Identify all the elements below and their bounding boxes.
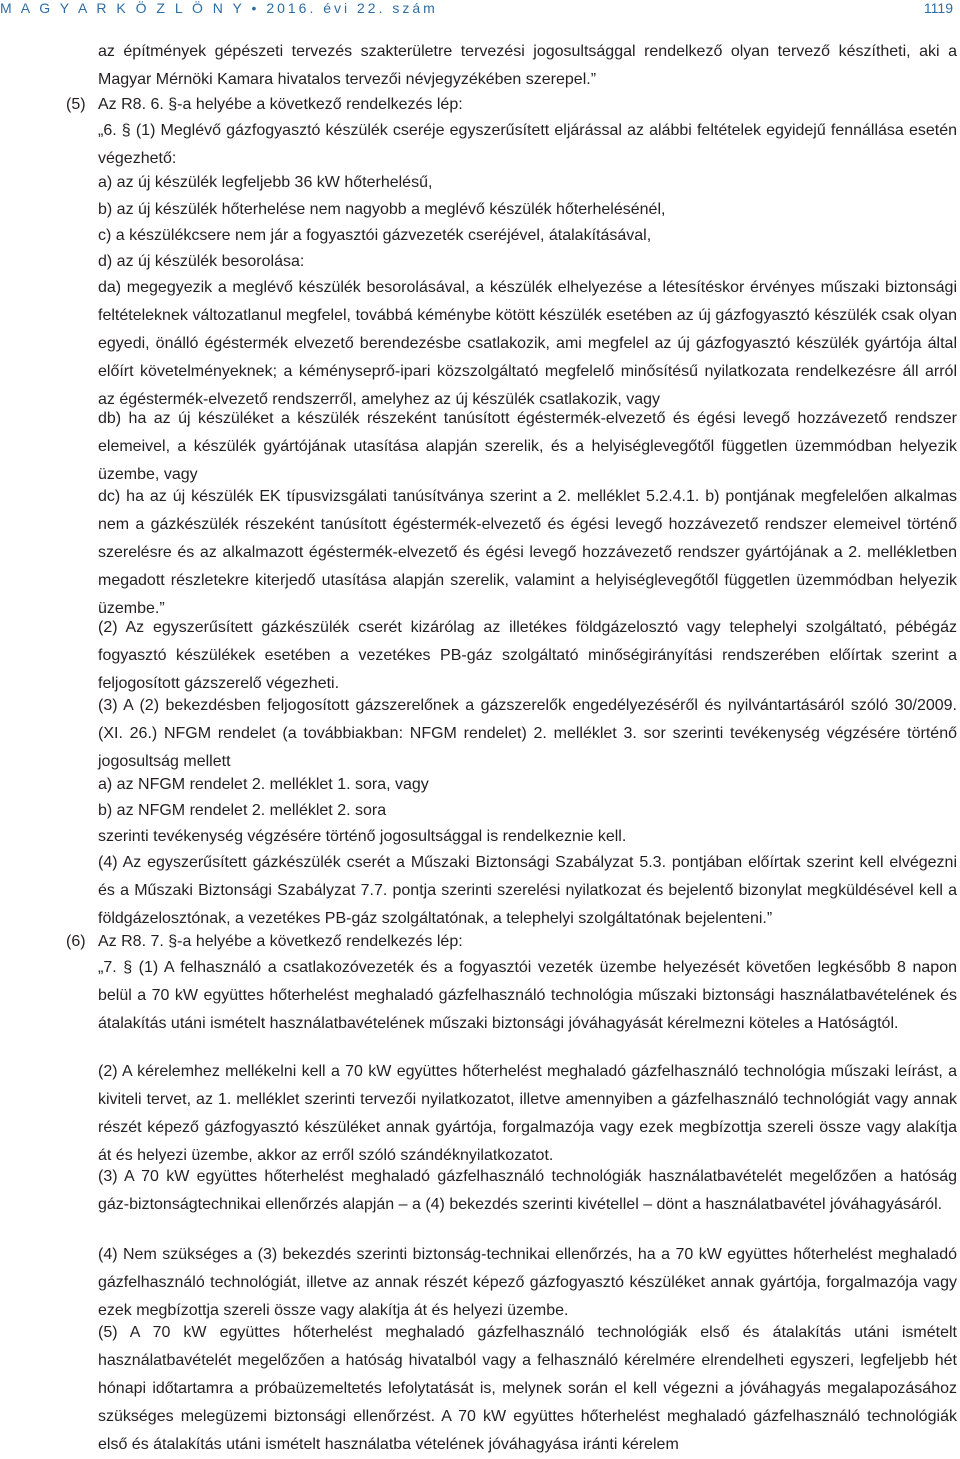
paragraph: b) az új készülék hőterhelése nem nagyobb a meglévő készülék hőterhelésénél, <box>98 201 666 218</box>
paragraph: (3) A (2) bekezdésben feljogosított gázszerelőnek a gázszerelők engedélyezéséről és nyilvántartásáról szóló 30/2009. (XI. 26.) NFGM rendelet (a továbbiakban: NFGM rendelet) 2. melléklet 3. sor szerinti tevékenység végzésére történő jogosultság mellett <box>98 697 957 771</box>
paragraph: a) az új készülék legfeljebb 36 kW hőterhelésű, <box>98 174 433 191</box>
paragraph: (5) A 70 kW együttes hőterhelést meghaladó gázfelhasználó technológiák első és átalakítás utáni ismételt használatbavételét megelőzően a hatóság hivatalból vagy a felhasználó kérelmére elrendelheti egyszeri, legfeljebb hét hónapi időtartamra a próbaüzemeltetés lefolytatását is, melynek során el kell végezni a jóváhagyás megalapozásához szükséges melegüzemi biztonsági ellenőrzést. A 70 kW együttes hőterhelést meghaladó gázfelhasználó technológiák első és átalakítás utáni ismételt használatba vételének jóváhagyása iránti kérelem <box>98 1324 957 1454</box>
paragraph: „6. § (1) Meglévő gázfogyasztó készülék cseréje egyszerűsített eljárással az alábbi feltételek egyidejű fennállása esetén végezhető: <box>98 122 957 168</box>
paragraph: „7. § (1) A felhasználó a csatlakozóvezeték és a fogyasztói vezeték üzembe helyezését követően legkésőbb 8 napon belül a 70 kW együttes hőterhelést meghaladó gázfelhasználó technológia műszaki biztonsági használatbavételének és átalakítás utáni ismételt használatbavételének műszaki biztonsági jóváhagyását kérelmezni köteles a Hatóságtól. <box>98 959 957 1033</box>
paragraph: db) ha az új készüléket a készülék részeként tanúsított égéstermék-elvezető és égési levegő hozzávezető rendszer elemeivel, a készülék gyártójának utasítása alapján szerelik, és a helyiséglevegőtől független üzemmódban helyezik üzembe, vagy <box>98 410 957 484</box>
para-label: (6) <box>66 933 86 950</box>
paragraph: (2) Az egyszerűsített gázkészülék cserét kizárólag az illetékes földgázelosztó vagy telephelyi szolgáltató, pébégáz fogyasztó készülékek esetében a vezetékes PB-gáz szolgáltató minőségirányítási rendszerében előírtak szerint a feljogosított gázszerelő végezheti. <box>98 619 957 693</box>
paragraph: (4) Az egyszerűsített gázkészülék cserét a Műszaki Biztonsági Szabályzat 5.3. pontjában előírtak szerint kell elvégezni és a Műszaki Biztonsági Szabályzat 7.7. pontja szerinti szerelési nyilatkozat és bejelentő bizonylat megküldésével kell a földgázelosztónak, a vezetékes PB-gáz szolgáltatónak, a telephelyi szolgáltatónak bejelenteni.” <box>98 854 957 928</box>
paragraph: (6) Az R8. 7. §-a helyébe a következő rendelkezés lép: <box>98 928 957 956</box>
paragraph: dc) ha az új készülék EK típusvizsgálati tanúsítványa szerint a 2. melléklet 5.2.4.1. b) pontjának megfelelően alkalmas nem a gázkészülék részeként tanúsított égéstermék-elvezető és égési levegő hozzávezető rendszer elemeivel történő szerelésre és az alkalmazott égéstermék-elvezető és égési levegő hozzávezető rendszer gyártójának a 2. mellékletben megadott részletekre kiterjedő utasítása alapján szerelik, valamint a helyiséglevegőtől független üzemmódban helyezik üzembe.” <box>98 488 957 618</box>
paragraph: (2) A kérelemhez mellékelni kell a 70 kW együttes hőterhelést meghaladó gázfelhasználó technológia műszaki leírást, a kiviteli tervet, az 1. melléklet szerinti tervezői nyilatkozatot, illetve amennyiben a gázfelhasználó technológiát vagy annak részét képező gázfogyasztó készüléket annak gyártója, forgalmazója vagy ezek megbízottja szereli össze vagy alakítja át és helyezi üzembe, akkor az erről szóló szándéknyilatkozatot. <box>98 1063 957 1165</box>
paragraph: (5) Az R8. 6. §-a helyébe a következő rendelkezés lép: <box>98 91 957 119</box>
header-title: M A G Y A R K Ö Z L Ö N Y • 2016. évi 22. szám <box>0 0 438 16</box>
paragraph: da) megegyezik a meglévő készülék besorolásával, a készülék elhelyezése a létesítéskor érvényes műszaki biztonsági feltételeknek változatlanul megfelel, továbbá kéménybe kötött készülék esetében az új gázfogyasztó készülék csak olyan egyedi, önálló égéstermék elvezető berendezésbe csatlakozik, ami megfelel az új gázfogyasztó készülék gyártója által előírt követelményeknek; a kéményseprő-ipari közszolgáltató megfelelő minősítésű nyilatkozata rendelkezésre áll arról az égéstermék-elvezető rendszerről, amelyhez az új készülék csatlakozik, vagy <box>98 279 957 409</box>
paragraph: (4) Nem szükséges a (3) bekezdés szerinti biztonság-technikai ellenőrzés, ha a 70 kW együttes hőterhelést meghaladó gázfelhasználó technológiát, illetve az annak részét képező gázfogyasztó készüléket annak gyártója, forgalmazója vagy ezek megbízottja szereli össze vagy alakítja át és helyezi üzembe. <box>98 1246 957 1320</box>
page-number: 1119 <box>923 0 953 16</box>
paragraph: szerinti tevékenység végzésére történő jogosultsággal is rendelkeznie kell. <box>98 828 627 845</box>
paragraph: b) az NFGM rendelet 2. melléklet 2. sora <box>98 802 387 819</box>
paragraph: c) a készülékcsere nem jár a fogyasztói gázvezeték cseréjével, átalakításával, <box>98 227 652 244</box>
paragraph: d) az új készülék besorolása: <box>98 253 305 270</box>
paragraph: (3) A 70 kW együttes hőterhelést meghaladó gázfelhasználó technológiák használatbavételét megelőzően a hatóság gáz-biztonságtechnikai ellenőrzés alapján – a (4) bekezdés szerinti kivétellel – dönt a használatbavétel jóváhagyásáról. <box>98 1168 957 1214</box>
paragraph: az építmények gépészeti tervezés szakterületre tervezési jogosultsággal rendelkező olyan tervező készítheti, aki a Magyar Mérnöki Kamara hivatalos tervezői névjegyzékében szerepel.” <box>98 43 957 89</box>
paragraph: a) az NFGM rendelet 2. melléklet 1. sora, vagy <box>98 776 429 793</box>
para-label: (5) <box>66 96 86 113</box>
